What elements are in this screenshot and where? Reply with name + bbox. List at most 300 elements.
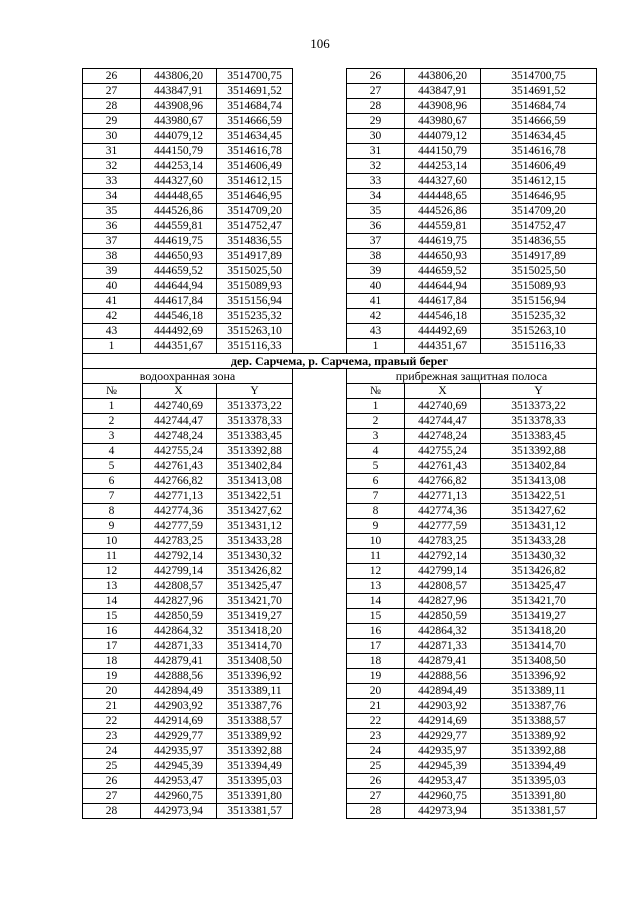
y-coordinate: 3514709,20	[481, 204, 597, 219]
x-coordinate: 444659,52	[141, 264, 217, 279]
x-coordinate: 444448,65	[405, 189, 481, 204]
y-coordinate: 3513395,03	[481, 774, 597, 789]
point-number: 32	[83, 159, 141, 174]
point-number: 40	[347, 279, 405, 294]
column-gap	[293, 729, 347, 744]
left-zone-label: водоохранная зона	[83, 369, 293, 384]
x-coordinate: 442774,36	[141, 504, 217, 519]
header-number: №	[83, 384, 141, 399]
x-coordinate: 442914,69	[141, 714, 217, 729]
x-coordinate: 444492,69	[141, 324, 217, 339]
column-gap	[293, 579, 347, 594]
table-row	[83, 654, 597, 669]
x-coordinate: 442850,59	[141, 609, 217, 624]
x-coordinate: 444079,12	[405, 129, 481, 144]
x-coordinate: 442771,13	[405, 489, 481, 504]
table-row	[83, 219, 597, 234]
y-coordinate: 3513378,33	[217, 414, 293, 429]
y-coordinate: 3513418,20	[217, 624, 293, 639]
point-number: 10	[83, 534, 141, 549]
x-coordinate: 442761,43	[141, 459, 217, 474]
table-row	[83, 174, 597, 189]
point-number: 1	[347, 399, 405, 414]
point-number: 35	[83, 204, 141, 219]
point-number: 21	[347, 699, 405, 714]
section2-header	[83, 354, 597, 399]
y-coordinate: 3513387,76	[481, 699, 597, 714]
point-number: 27	[83, 84, 141, 99]
y-coordinate: 3515156,94	[481, 294, 597, 309]
y-coordinate: 3513414,70	[481, 639, 597, 654]
column-gap	[293, 444, 347, 459]
point-number: 29	[347, 114, 405, 129]
x-coordinate: 443908,96	[141, 99, 217, 114]
y-coordinate: 3514836,55	[217, 234, 293, 249]
point-number: 33	[83, 174, 141, 189]
y-coordinate: 3513391,80	[481, 789, 597, 804]
y-coordinate: 3513396,92	[217, 669, 293, 684]
y-coordinate: 3513394,49	[217, 759, 293, 774]
right-zone-label: прибрежная защитная полоса	[347, 369, 597, 384]
table-row	[83, 429, 597, 444]
x-coordinate: 442792,14	[141, 549, 217, 564]
table-row	[83, 84, 597, 99]
y-coordinate: 3513388,57	[217, 714, 293, 729]
column-gap	[293, 249, 347, 264]
y-coordinate: 3514666,59	[217, 114, 293, 129]
table-row	[83, 519, 597, 534]
y-coordinate: 3515089,93	[481, 279, 597, 294]
y-coordinate: 3513430,32	[481, 549, 597, 564]
x-coordinate: 444351,67	[405, 339, 481, 354]
section-title: дер. Сарчема, р. Сарчема, правый берег	[83, 354, 597, 369]
x-coordinate: 442771,13	[141, 489, 217, 504]
point-number: 16	[83, 624, 141, 639]
x-coordinate: 442740,69	[405, 399, 481, 414]
point-number: 29	[83, 114, 141, 129]
point-number: 39	[83, 264, 141, 279]
point-number: 5	[347, 459, 405, 474]
point-number: 38	[83, 249, 141, 264]
table-row	[83, 294, 597, 309]
y-coordinate: 3513395,03	[217, 774, 293, 789]
column-gap	[293, 159, 347, 174]
table-row	[83, 609, 597, 624]
point-number: 19	[83, 669, 141, 684]
table-row	[83, 249, 597, 264]
table-row	[83, 759, 597, 774]
x-coordinate: 442827,96	[405, 594, 481, 609]
x-coordinate: 444327,60	[405, 174, 481, 189]
x-coordinate: 444650,93	[141, 249, 217, 264]
x-coordinate: 442879,41	[405, 654, 481, 669]
table-row	[83, 474, 597, 489]
y-coordinate: 3515116,33	[481, 339, 597, 354]
y-coordinate: 3513394,49	[481, 759, 597, 774]
x-coordinate: 442850,59	[405, 609, 481, 624]
x-coordinate: 442766,82	[141, 474, 217, 489]
y-coordinate: 3513414,70	[217, 639, 293, 654]
x-coordinate: 442755,24	[405, 444, 481, 459]
x-coordinate: 442799,14	[405, 564, 481, 579]
x-coordinate: 442935,97	[141, 744, 217, 759]
column-gap	[293, 714, 347, 729]
table-row	[83, 669, 597, 684]
point-number: 4	[83, 444, 141, 459]
point-number: 1	[83, 399, 141, 414]
x-coordinate: 444546,18	[405, 309, 481, 324]
y-coordinate: 3515025,50	[481, 264, 597, 279]
x-coordinate: 444546,18	[141, 309, 217, 324]
x-coordinate: 442774,36	[405, 504, 481, 519]
point-number: 41	[83, 294, 141, 309]
x-coordinate: 442960,75	[141, 789, 217, 804]
point-number: 34	[83, 189, 141, 204]
coordinates-table	[82, 68, 597, 819]
point-number: 1	[347, 339, 405, 354]
y-coordinate: 3513373,22	[481, 399, 597, 414]
x-coordinate: 442808,57	[141, 579, 217, 594]
table-row	[83, 549, 597, 564]
point-number: 14	[83, 594, 141, 609]
point-number: 8	[347, 504, 405, 519]
point-number: 27	[347, 84, 405, 99]
x-coordinate: 442879,41	[141, 654, 217, 669]
x-coordinate: 442953,47	[405, 774, 481, 789]
column-gap	[293, 219, 347, 234]
y-coordinate: 3513419,27	[217, 609, 293, 624]
y-coordinate: 3513421,70	[481, 594, 597, 609]
x-coordinate: 442945,39	[405, 759, 481, 774]
x-coordinate: 442740,69	[141, 399, 217, 414]
x-coordinate: 444644,94	[405, 279, 481, 294]
point-number: 12	[347, 564, 405, 579]
x-coordinate: 442808,57	[405, 579, 481, 594]
column-gap	[293, 414, 347, 429]
point-number: 27	[347, 789, 405, 804]
point-number: 13	[347, 579, 405, 594]
y-coordinate: 3513392,88	[217, 444, 293, 459]
point-number: 22	[83, 714, 141, 729]
header-number: №	[347, 384, 405, 399]
table-row	[83, 399, 597, 414]
point-number: 28	[83, 804, 141, 819]
point-number: 36	[83, 219, 141, 234]
y-coordinate: 3513433,28	[481, 534, 597, 549]
y-coordinate: 3513381,57	[481, 804, 597, 819]
x-coordinate: 443847,91	[405, 84, 481, 99]
point-number: 21	[83, 699, 141, 714]
column-gap	[293, 264, 347, 279]
point-number: 39	[347, 264, 405, 279]
table-row	[83, 684, 597, 699]
column-gap	[293, 519, 347, 534]
column-gap	[293, 564, 347, 579]
y-coordinate: 3513402,84	[481, 459, 597, 474]
y-coordinate: 3515089,93	[217, 279, 293, 294]
y-coordinate: 3513396,92	[481, 669, 597, 684]
y-coordinate: 3513433,28	[217, 534, 293, 549]
y-coordinate: 3515263,10	[217, 324, 293, 339]
point-number: 36	[347, 219, 405, 234]
column-gap	[293, 309, 347, 324]
column-gap	[293, 279, 347, 294]
table-row	[83, 504, 597, 519]
point-number: 6	[347, 474, 405, 489]
point-number: 38	[347, 249, 405, 264]
table-row	[83, 534, 597, 549]
point-number: 43	[347, 324, 405, 339]
point-number: 30	[83, 129, 141, 144]
point-number: 42	[83, 309, 141, 324]
x-coordinate: 444448,65	[141, 189, 217, 204]
y-coordinate: 3514684,74	[217, 99, 293, 114]
point-number: 10	[347, 534, 405, 549]
x-coordinate: 444253,14	[141, 159, 217, 174]
table-row	[83, 414, 597, 429]
x-coordinate: 442894,49	[141, 684, 217, 699]
y-coordinate: 3514691,52	[481, 84, 597, 99]
y-coordinate: 3513389,92	[217, 729, 293, 744]
column-gap	[293, 189, 347, 204]
point-number: 28	[347, 99, 405, 114]
point-number: 3	[83, 429, 141, 444]
point-number: 25	[347, 759, 405, 774]
x-coordinate: 444617,84	[405, 294, 481, 309]
y-coordinate: 3513430,32	[217, 549, 293, 564]
point-number: 15	[83, 609, 141, 624]
point-number: 26	[83, 69, 141, 84]
x-coordinate: 442827,96	[141, 594, 217, 609]
y-coordinate: 3514612,15	[481, 174, 597, 189]
y-coordinate: 3515025,50	[217, 264, 293, 279]
y-coordinate: 3513419,27	[481, 609, 597, 624]
y-coordinate: 3513389,92	[481, 729, 597, 744]
column-gap	[293, 459, 347, 474]
point-number: 20	[347, 684, 405, 699]
x-coordinate: 444559,81	[141, 219, 217, 234]
point-number: 17	[347, 639, 405, 654]
section1-rows	[83, 69, 597, 354]
column-gap	[293, 204, 347, 219]
column-gap	[293, 504, 347, 519]
table-row	[83, 729, 597, 744]
x-coordinate: 442799,14	[141, 564, 217, 579]
column-gap	[293, 654, 347, 669]
table-row	[83, 144, 597, 159]
x-coordinate: 443980,67	[141, 114, 217, 129]
point-number: 32	[347, 159, 405, 174]
column-gap	[293, 804, 347, 819]
x-coordinate: 442777,59	[405, 519, 481, 534]
y-coordinate: 3513413,08	[481, 474, 597, 489]
table-row	[83, 114, 597, 129]
column-gap	[293, 174, 347, 189]
point-number: 20	[83, 684, 141, 699]
table-row	[83, 774, 597, 789]
x-coordinate: 442953,47	[141, 774, 217, 789]
table-row	[83, 459, 597, 474]
point-number: 26	[347, 774, 405, 789]
point-number: 28	[347, 804, 405, 819]
point-number: 31	[347, 144, 405, 159]
point-number: 23	[83, 729, 141, 744]
point-number: 11	[347, 549, 405, 564]
table-row	[83, 489, 597, 504]
y-coordinate: 3513402,84	[217, 459, 293, 474]
column-gap	[293, 384, 347, 399]
point-number: 41	[347, 294, 405, 309]
point-number: 7	[347, 489, 405, 504]
y-coordinate: 3513422,51	[217, 489, 293, 504]
column-gap	[293, 294, 347, 309]
x-coordinate: 442783,25	[141, 534, 217, 549]
column-gap	[293, 534, 347, 549]
y-coordinate: 3513408,50	[217, 654, 293, 669]
y-coordinate: 3513422,51	[481, 489, 597, 504]
point-number: 15	[347, 609, 405, 624]
point-number: 2	[83, 414, 141, 429]
y-coordinate: 3513426,82	[481, 564, 597, 579]
y-coordinate: 3513381,57	[217, 804, 293, 819]
x-coordinate: 444659,52	[405, 264, 481, 279]
column-gap	[293, 699, 347, 714]
column-gap	[293, 339, 347, 354]
point-number: 14	[347, 594, 405, 609]
x-coordinate: 444150,79	[141, 144, 217, 159]
table-row	[83, 159, 597, 174]
header-y: Y	[217, 384, 293, 399]
x-coordinate: 442777,59	[141, 519, 217, 534]
column-gap	[293, 744, 347, 759]
column-gap	[293, 789, 347, 804]
y-coordinate: 3514606,49	[481, 159, 597, 174]
point-number: 40	[83, 279, 141, 294]
table-row	[83, 204, 597, 219]
y-coordinate: 3514700,75	[217, 69, 293, 84]
x-coordinate: 442973,94	[405, 804, 481, 819]
point-number: 22	[347, 714, 405, 729]
point-number: 19	[347, 669, 405, 684]
y-coordinate: 3515263,10	[481, 324, 597, 339]
point-number: 9	[83, 519, 141, 534]
table-row	[83, 129, 597, 144]
point-number: 24	[347, 744, 405, 759]
y-coordinate: 3514684,74	[481, 99, 597, 114]
x-coordinate: 442935,97	[405, 744, 481, 759]
point-number: 2	[347, 414, 405, 429]
table-row	[83, 744, 597, 759]
table-row	[83, 699, 597, 714]
y-coordinate: 3514616,78	[217, 144, 293, 159]
point-number: 31	[83, 144, 141, 159]
column-gap	[293, 759, 347, 774]
column-gap	[293, 429, 347, 444]
table-row	[83, 714, 597, 729]
y-coordinate: 3515235,32	[217, 309, 293, 324]
y-coordinate: 3514709,20	[217, 204, 293, 219]
column-gap	[293, 684, 347, 699]
x-coordinate: 444079,12	[141, 129, 217, 144]
header-y: Y	[481, 384, 597, 399]
section2-rows	[83, 399, 597, 819]
y-coordinate: 3513408,50	[481, 654, 597, 669]
x-coordinate: 442960,75	[405, 789, 481, 804]
x-coordinate: 442783,25	[405, 534, 481, 549]
table-row	[83, 234, 597, 249]
y-coordinate: 3513392,88	[481, 744, 597, 759]
x-coordinate: 442761,43	[405, 459, 481, 474]
x-coordinate: 444492,69	[405, 324, 481, 339]
point-number: 43	[83, 324, 141, 339]
x-coordinate: 443847,91	[141, 84, 217, 99]
y-coordinate: 3514752,47	[217, 219, 293, 234]
point-number: 34	[347, 189, 405, 204]
y-coordinate: 3513373,22	[217, 399, 293, 414]
x-coordinate: 442903,92	[405, 699, 481, 714]
point-number: 13	[83, 579, 141, 594]
point-number: 35	[347, 204, 405, 219]
y-coordinate: 3515116,33	[217, 339, 293, 354]
x-coordinate: 442871,33	[405, 639, 481, 654]
y-coordinate: 3514917,89	[217, 249, 293, 264]
point-number: 17	[83, 639, 141, 654]
x-coordinate: 442864,32	[405, 624, 481, 639]
x-coordinate: 442766,82	[405, 474, 481, 489]
x-coordinate: 442748,24	[141, 429, 217, 444]
column-gap	[293, 99, 347, 114]
y-coordinate: 3513388,57	[481, 714, 597, 729]
point-number: 42	[347, 309, 405, 324]
y-coordinate: 3514666,59	[481, 114, 597, 129]
table-row	[83, 339, 597, 354]
point-number: 8	[83, 504, 141, 519]
column-gap	[293, 669, 347, 684]
x-coordinate: 442945,39	[141, 759, 217, 774]
x-coordinate: 444526,86	[405, 204, 481, 219]
y-coordinate: 3513383,45	[217, 429, 293, 444]
column-gap	[293, 369, 347, 384]
y-coordinate: 3513431,12	[217, 519, 293, 534]
y-coordinate: 3513389,11	[481, 684, 597, 699]
y-coordinate: 3514917,89	[481, 249, 597, 264]
table-row	[83, 309, 597, 324]
column-gap	[293, 324, 347, 339]
point-number: 18	[83, 654, 141, 669]
y-coordinate: 3514616,78	[481, 144, 597, 159]
point-number: 33	[347, 174, 405, 189]
column-gap	[293, 129, 347, 144]
x-coordinate: 444559,81	[405, 219, 481, 234]
x-coordinate: 444351,67	[141, 339, 217, 354]
x-coordinate: 442748,24	[405, 429, 481, 444]
table-row	[83, 624, 597, 639]
x-coordinate: 444644,94	[141, 279, 217, 294]
point-number: 28	[83, 99, 141, 114]
point-number: 30	[347, 129, 405, 144]
point-number: 9	[347, 519, 405, 534]
y-coordinate: 3513426,82	[217, 564, 293, 579]
x-coordinate: 442929,77	[405, 729, 481, 744]
table-row	[83, 804, 597, 819]
y-coordinate: 3514700,75	[481, 69, 597, 84]
y-coordinate: 3513392,88	[217, 744, 293, 759]
point-number: 27	[83, 789, 141, 804]
x-coordinate: 442894,49	[405, 684, 481, 699]
column-gap	[293, 624, 347, 639]
point-number: 37	[347, 234, 405, 249]
table-row	[83, 279, 597, 294]
